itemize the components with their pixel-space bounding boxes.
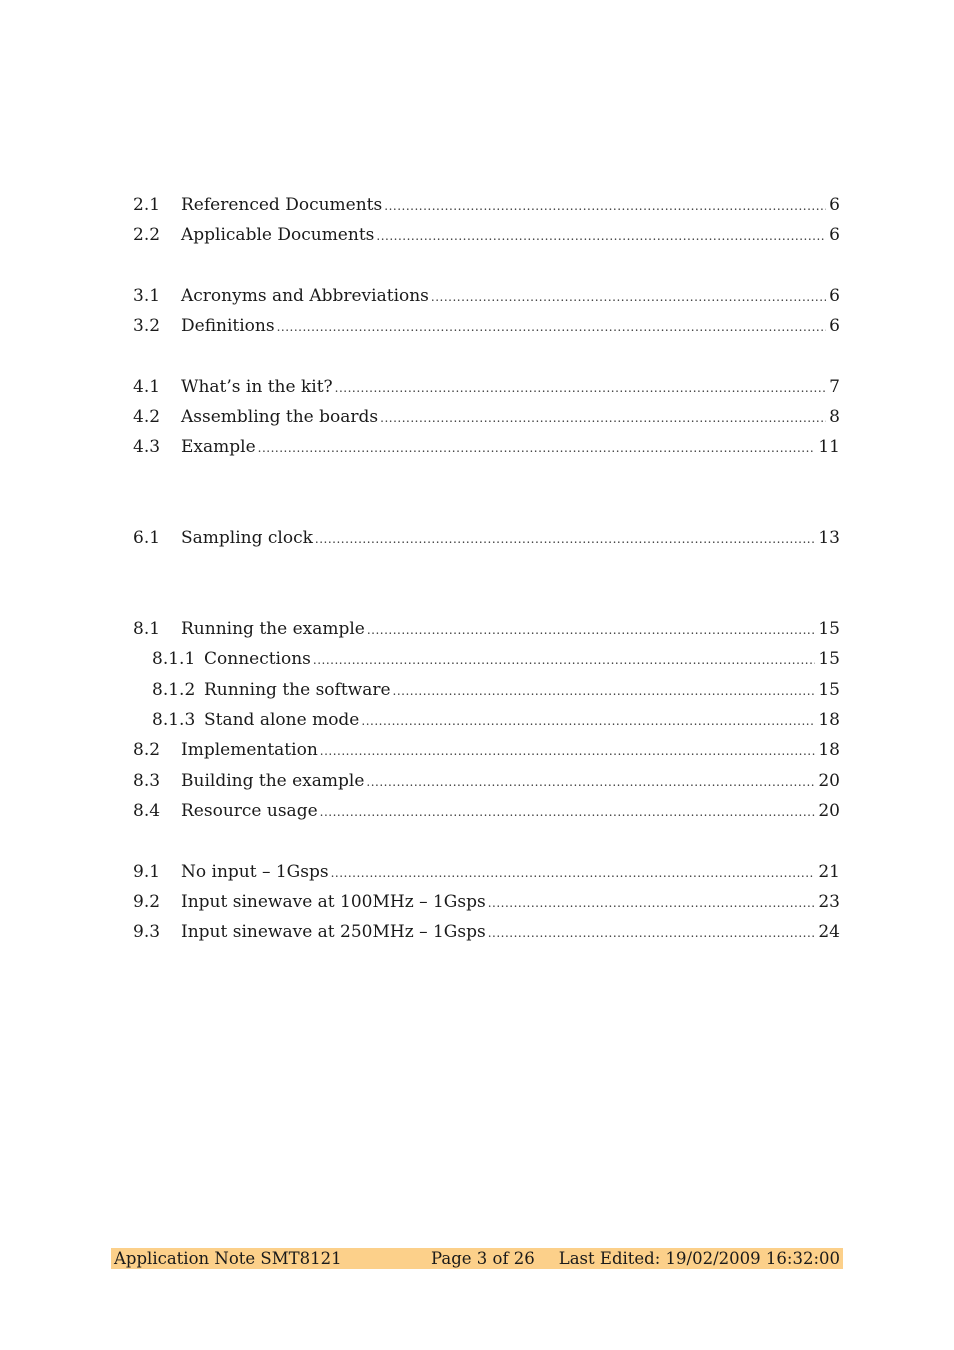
toc-entry-title: Building the example [181, 770, 365, 791]
toc-entry-page: 23 [818, 891, 840, 912]
toc-entry-title: Running the example [181, 619, 365, 640]
toc-entry-title: Running the software [204, 679, 391, 700]
toc-group-section-3 [133, 281, 840, 342]
toc-entry-number: 8.2 [133, 740, 161, 761]
toc-dot-leader [431, 282, 826, 312]
toc-entry[interactable] [133, 796, 840, 826]
toc-entry-title: What’s in the kit? [181, 376, 333, 397]
toc-entry-number: 8.3 [133, 770, 161, 791]
toc-entry-number: 4.2 [133, 407, 161, 428]
toc-entry[interactable] [133, 523, 840, 553]
toc-entry-page: 15 [818, 619, 840, 640]
toc-entry-title: Sampling clock [181, 528, 313, 549]
toc-entry[interactable] [133, 402, 840, 432]
toc-entry-page: 21 [818, 861, 840, 882]
toc-entry[interactable] [133, 735, 840, 765]
toc-dot-leader [393, 676, 816, 706]
toc-entry-title: Referenced Documents [181, 195, 383, 215]
toc-entry-number: 8.1.2 [152, 679, 196, 700]
toc-entry[interactable] [133, 311, 840, 341]
toc-entry-title: Definitions [181, 316, 275, 337]
page-footer [111, 1248, 843, 1269]
toc-entry-number: 8.1 [133, 619, 161, 640]
toc-entry-number: 2.2 [133, 225, 161, 246]
toc-entry-page: 18 [818, 710, 840, 731]
toc-entry[interactable] [133, 614, 840, 644]
toc-entry-page: 11 [818, 437, 840, 458]
toc-subentry[interactable] [133, 675, 840, 705]
toc-entry-page: 18 [818, 740, 840, 761]
toc-entry-page: 7 [829, 376, 840, 397]
toc-entry-page: 6 [829, 316, 840, 337]
toc-entry-title: Implementation [181, 740, 318, 761]
toc-entry-title: Assembling the boards [181, 407, 379, 428]
toc-entry-title: Acronyms and Abbreviations [181, 285, 429, 306]
toc-spacer [133, 341, 840, 371]
toc-dot-leader [313, 645, 815, 675]
toc-dot-leader [320, 736, 816, 766]
toc-entry-number: 8.4 [133, 800, 161, 821]
toc-entry-page: 20 [818, 770, 840, 791]
toc-dot-leader [488, 888, 816, 918]
toc-group-section-6 [133, 523, 840, 553]
toc-dot-leader [331, 858, 816, 888]
toc-subentry[interactable] [133, 644, 840, 674]
toc-dot-leader [258, 433, 816, 463]
toc-entry[interactable] [133, 766, 840, 796]
footer-last-edited: Last Edited: 19/02/2009 16:32:00 [558, 1249, 840, 1268]
toc-dot-leader [315, 524, 815, 554]
toc-entry[interactable] [133, 372, 840, 402]
toc-entry-number: 8.1.3 [152, 710, 196, 731]
toc-entry-title: Connections [204, 649, 311, 670]
toc-subentry[interactable] [133, 705, 840, 735]
toc-spacer [133, 826, 840, 856]
toc-entry-page: 20 [818, 800, 840, 821]
toc-entry-number: 2.1 [133, 195, 161, 215]
toc-entry-number: 9.3 [133, 922, 161, 943]
toc-entry[interactable] [133, 190, 840, 220]
toc-entry[interactable] [133, 220, 840, 250]
toc-entry-number: 6.1 [133, 528, 161, 549]
toc-entry-page: 24 [818, 922, 840, 943]
toc-entry-title: Input sinewave at 250MHz – 1Gsps [181, 922, 486, 943]
toc-dot-leader [380, 403, 826, 433]
toc-dot-leader [366, 767, 815, 797]
toc-dot-leader [277, 312, 827, 342]
toc-group-section-9 [133, 857, 840, 948]
footer-page-number: Page 3 of 26 [431, 1249, 535, 1268]
toc-entry-title: Stand alone mode [204, 710, 360, 731]
toc-dot-leader [361, 706, 815, 736]
toc-entry-title: Applicable Documents [181, 225, 375, 246]
toc-entry-number: 3.2 [133, 316, 161, 337]
toc-dot-leader [367, 615, 816, 645]
toc-entry-page: 8 [829, 407, 840, 428]
toc-dot-leader [376, 221, 826, 251]
toc-entry-number: 9.1 [133, 861, 161, 882]
toc-group-section-4 [133, 372, 840, 463]
toc-dot-leader [320, 797, 816, 827]
toc-entry-number: 4.1 [133, 376, 161, 397]
toc-entry[interactable] [133, 281, 840, 311]
toc-entry-title: Example [181, 437, 256, 458]
toc-spacer [133, 554, 840, 615]
toc-group-section-8 [133, 614, 840, 826]
toc-dot-leader [384, 191, 826, 221]
toc-entry-number: 8.1.1 [152, 649, 196, 670]
toc-spacer [133, 463, 840, 524]
toc-entry[interactable] [133, 432, 840, 462]
toc-entry-page: 13 [818, 528, 840, 549]
toc-entry-title: No input – 1Gsps [181, 861, 329, 882]
toc-spacer [133, 251, 840, 281]
toc-entry-number: 9.2 [133, 891, 161, 912]
toc-entry-title: Input sinewave at 100MHz – 1Gsps [181, 891, 486, 912]
toc-entry-page: 6 [829, 225, 840, 246]
toc-entry-number: 4.3 [133, 437, 161, 458]
toc-entry-title: Resource usage [181, 800, 318, 821]
toc-entry-page: 15 [818, 679, 840, 700]
toc-entry-page: 6 [829, 285, 840, 306]
toc-entry[interactable] [133, 887, 840, 917]
toc-entry[interactable] [133, 917, 840, 947]
toc-entry-page: 6 [829, 195, 840, 215]
footer-document-name: Application Note SMT8121 [114, 1249, 342, 1268]
table-of-contents [133, 190, 840, 947]
toc-dot-leader [488, 918, 816, 948]
toc-entry-page: 15 [818, 649, 840, 670]
toc-dot-leader [335, 373, 827, 403]
toc-entry-number: 3.1 [133, 285, 161, 306]
toc-group-section-2 [133, 190, 840, 251]
toc-entry[interactable] [133, 857, 840, 887]
